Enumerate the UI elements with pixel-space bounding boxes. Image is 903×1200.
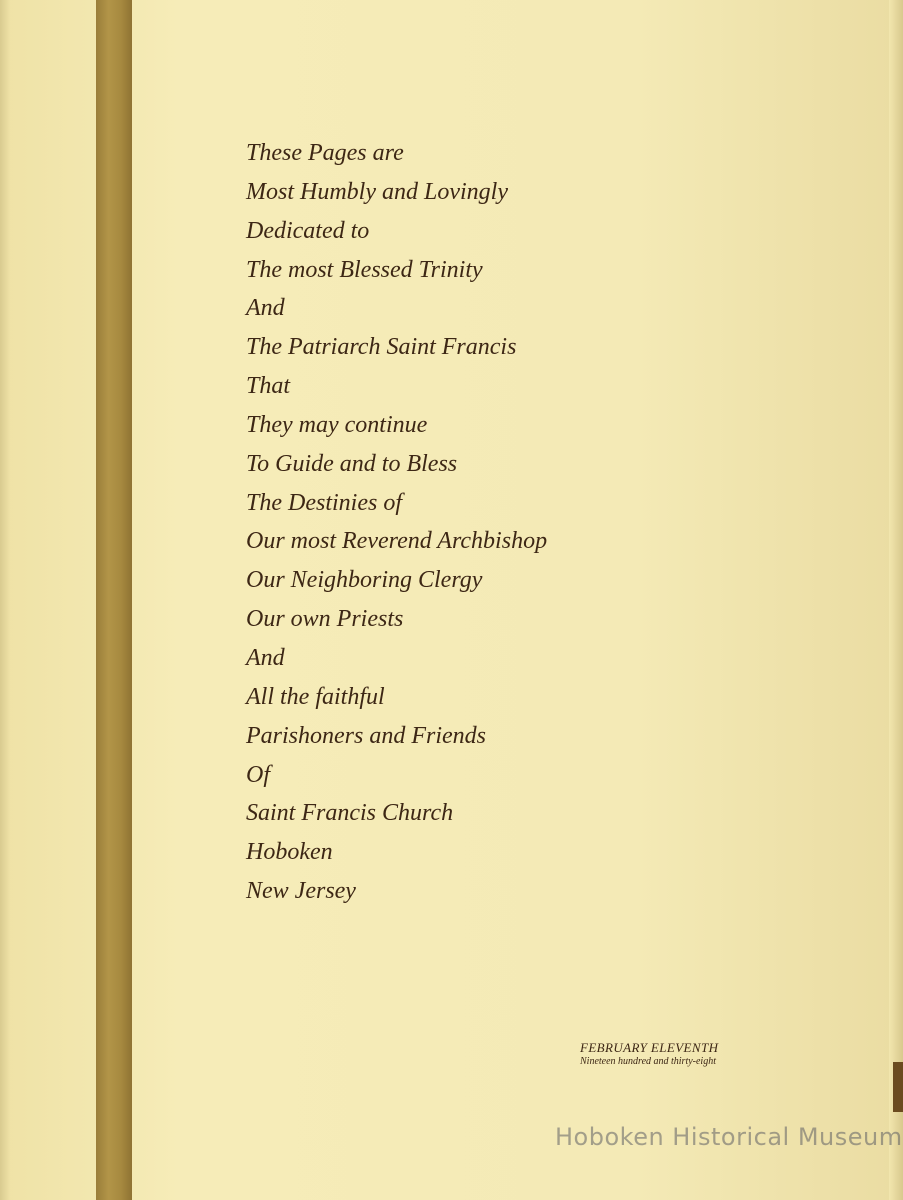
date-title: FEBRUARY ELEVENTH [580,1040,719,1055]
date-block [580,1040,718,1068]
dedication-line: New Jersey [246,878,356,905]
date-subtitle: Nineteen hundred and thirty-eight [580,1056,716,1067]
dedication-line: Our own Priests [246,606,404,633]
dedication-line: They may continue [246,411,428,438]
dedication-line: That [246,373,291,400]
dedication-line: These Pages are [246,140,404,166]
dedication-line: Of [246,761,270,788]
dedication-line: And [246,295,285,322]
museum-watermark: Hoboken Historical Museum [555,1123,903,1151]
dedication-line: Parishoners and Friends [246,722,486,749]
dedication-line: And [246,644,285,671]
dedication-line: The Patriarch Saint Francis [246,334,517,361]
gold-vertical-stripe [96,0,132,1200]
dedication-line: To Guide and to Bless [246,450,458,477]
dedication-line: The most Blessed Trinity [246,256,483,283]
dedication-line: Hoboken [246,839,333,866]
page-left-edge [0,0,10,1200]
dedication-line: Dedicated to [246,217,370,244]
page-right-edge [889,0,903,1200]
dedication-line: All the faithful [246,683,385,710]
page-edge-tab [893,1062,903,1112]
dedication-line: Our Neighboring Clergy [246,567,483,594]
dedication-line: The Destinies of [246,489,402,516]
dedication-line: Saint Francis Church [246,800,454,827]
dedication-line: Our most Reverend Archbishop [246,528,548,555]
dedication-line: Most Humbly and Lovingly [246,178,508,205]
dedication-text [246,134,547,911]
